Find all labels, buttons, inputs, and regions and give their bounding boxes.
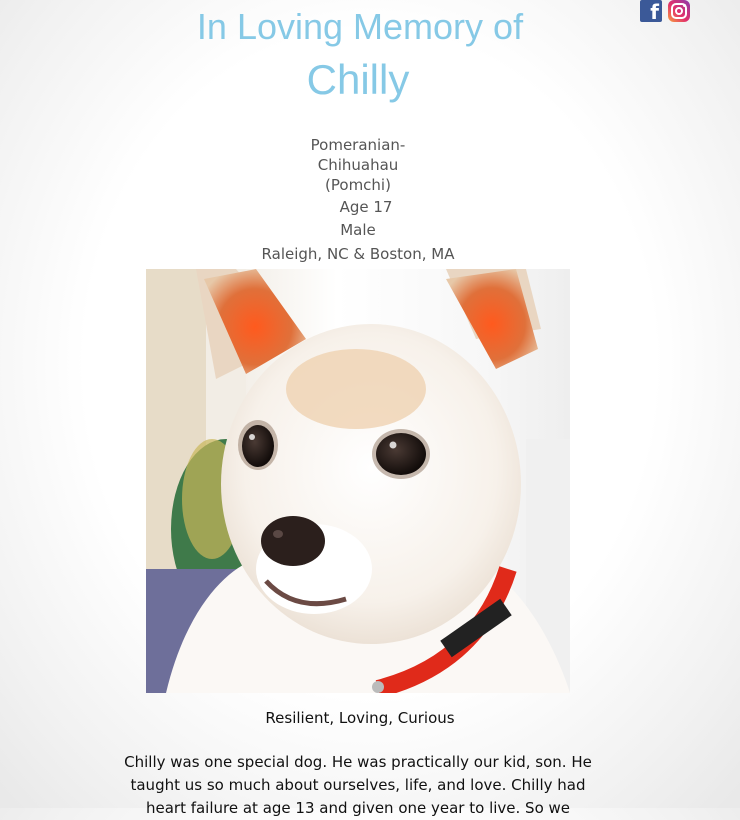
age-text: Age 17 [339,198,393,216]
facebook-icon[interactable]: f [640,0,662,22]
traits-text: Resilient, Loving, Curious [265,709,455,727]
breed-line: Chihuahau [317,156,399,174]
instagram-dot [683,4,686,7]
location-text: Raleigh, NC & Boston, MA [261,245,455,263]
dog-illustration [146,269,570,693]
breed-line: Pomeranian- [310,136,406,154]
breed-text [0,135,716,195]
memorial-heading: In Loving Memory of [196,6,524,47]
pet-name: Chilly [306,56,410,103]
sex-text: Male [340,221,376,239]
story-paragraph: Chilly was one special dog. He was practically our kid, son. He taught us so much about ourselves, life, and love. Chilly had heart failure at age 13 and given one year to live. So we [124,753,592,817]
dog-photo [146,269,570,693]
breed-line: (Pomchi) [325,176,391,194]
